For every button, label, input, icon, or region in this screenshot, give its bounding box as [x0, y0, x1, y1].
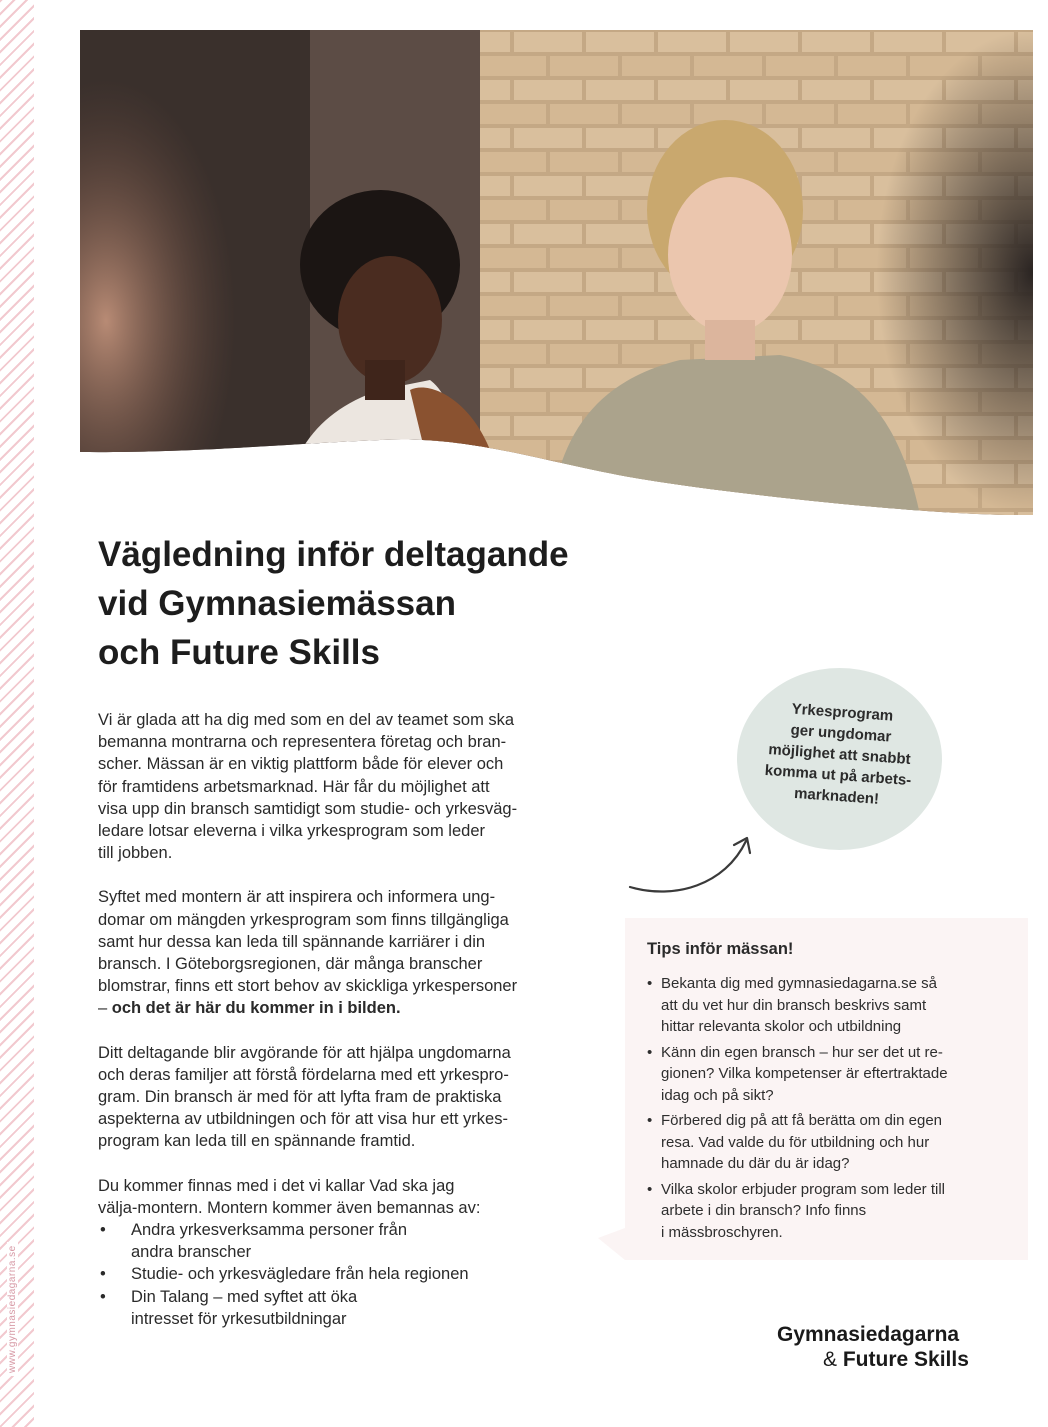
list-item: • Bekanta dig med gymnasiedagarna.se så att du vet hur din bransch beskrivs samt hittar relevanta skolor och utbildning — [647, 973, 1006, 1038]
list-item: • Vilka skolor erbjuder program som leder till arbete i din bransch? Info finns i mässbroschyren. — [647, 1179, 1006, 1244]
paragraph-purpose: Syftet med montern är att inspirera och informera ung- domar om mängden yrkesprogram som finns tillgängliga samt hur dessa kan leda till spännande karriärer i din bransch. I Göteborgsregionen, där många branscher blomstrar, finns ett stort behov av skickliga yrkespersoner – och det är här du kommer in i bilden. — [98, 888, 518, 1018]
brand-logo: Gymnasiedagarna & Future Skills — [777, 1323, 969, 1371]
list-item: • Andra yrkesverksamma personer från andra branscher — [98, 1219, 598, 1263]
paragraph-booth: Du kommer finnas med i det vi kallar Vad ska jag välja-montern. Montern kommer även bemannas av: — [98, 1176, 481, 1217]
tips-box-tail — [598, 1228, 628, 1260]
paragraph-participation: Ditt deltagande blir avgörande för att hjälpa ungdomarna och deras familjer att förstå fördelarna med ett yrkespro- gram. Din bransch är med för att lyfta fram de praktiska aspekterna av utbildningen och för att visa hur ett yrkes- program kan leda till en spännande framtid. — [98, 1043, 511, 1151]
hero-photo — [80, 30, 1033, 515]
page-title: Vägledning inför deltagande vid Gymnasiemässan och Future Skills — [98, 535, 569, 672]
booth-staff-list — [98, 1219, 598, 1330]
side-url: www.gymnasiedagarna.se — [7, 1242, 18, 1376]
list-item: • Känn din egen bransch – hur ser det ut re- gionen? Vilka kompetenser är eftertraktade idag och på sikt? — [647, 1042, 1006, 1107]
list-item: • Studie- och yrkesvägledare från hela regionen — [98, 1263, 598, 1285]
curved-arrow-icon — [620, 825, 760, 900]
list-item: • Förbered dig på att få berätta om din egen resa. Vad valde du för utbildning och hur hamnade du där du är idag? — [647, 1110, 1006, 1175]
paragraph-intro: Vi är glada att ha dig med som en del av teamet som ska bemanna montrarna och representera företag och bran- scher. Mässan är en viktig plattform både för elever och för framtidens arbetsmarknad. Här får du möjlighet att visa upp din bransch samtidigt som studie- och yrkesväg- ledare lotsar eleverna i vilka yrkesprogram som leder till jobben. — [98, 711, 518, 863]
tips-box — [625, 918, 1028, 1260]
list-item: • Din Talang – med syftet att öka intresset för yrkesutbildningar — [98, 1286, 598, 1330]
tips-heading: Tips inför mässan! — [647, 940, 794, 958]
body-text — [98, 709, 598, 1330]
decorative-stripe — [0, 0, 34, 1427]
quote-bubble-text: Yrkesprogram ger ungdomar möjlighet att snabbt komma ut på arbets- marknaden! — [764, 700, 912, 808]
tips-list — [647, 973, 1006, 1243]
